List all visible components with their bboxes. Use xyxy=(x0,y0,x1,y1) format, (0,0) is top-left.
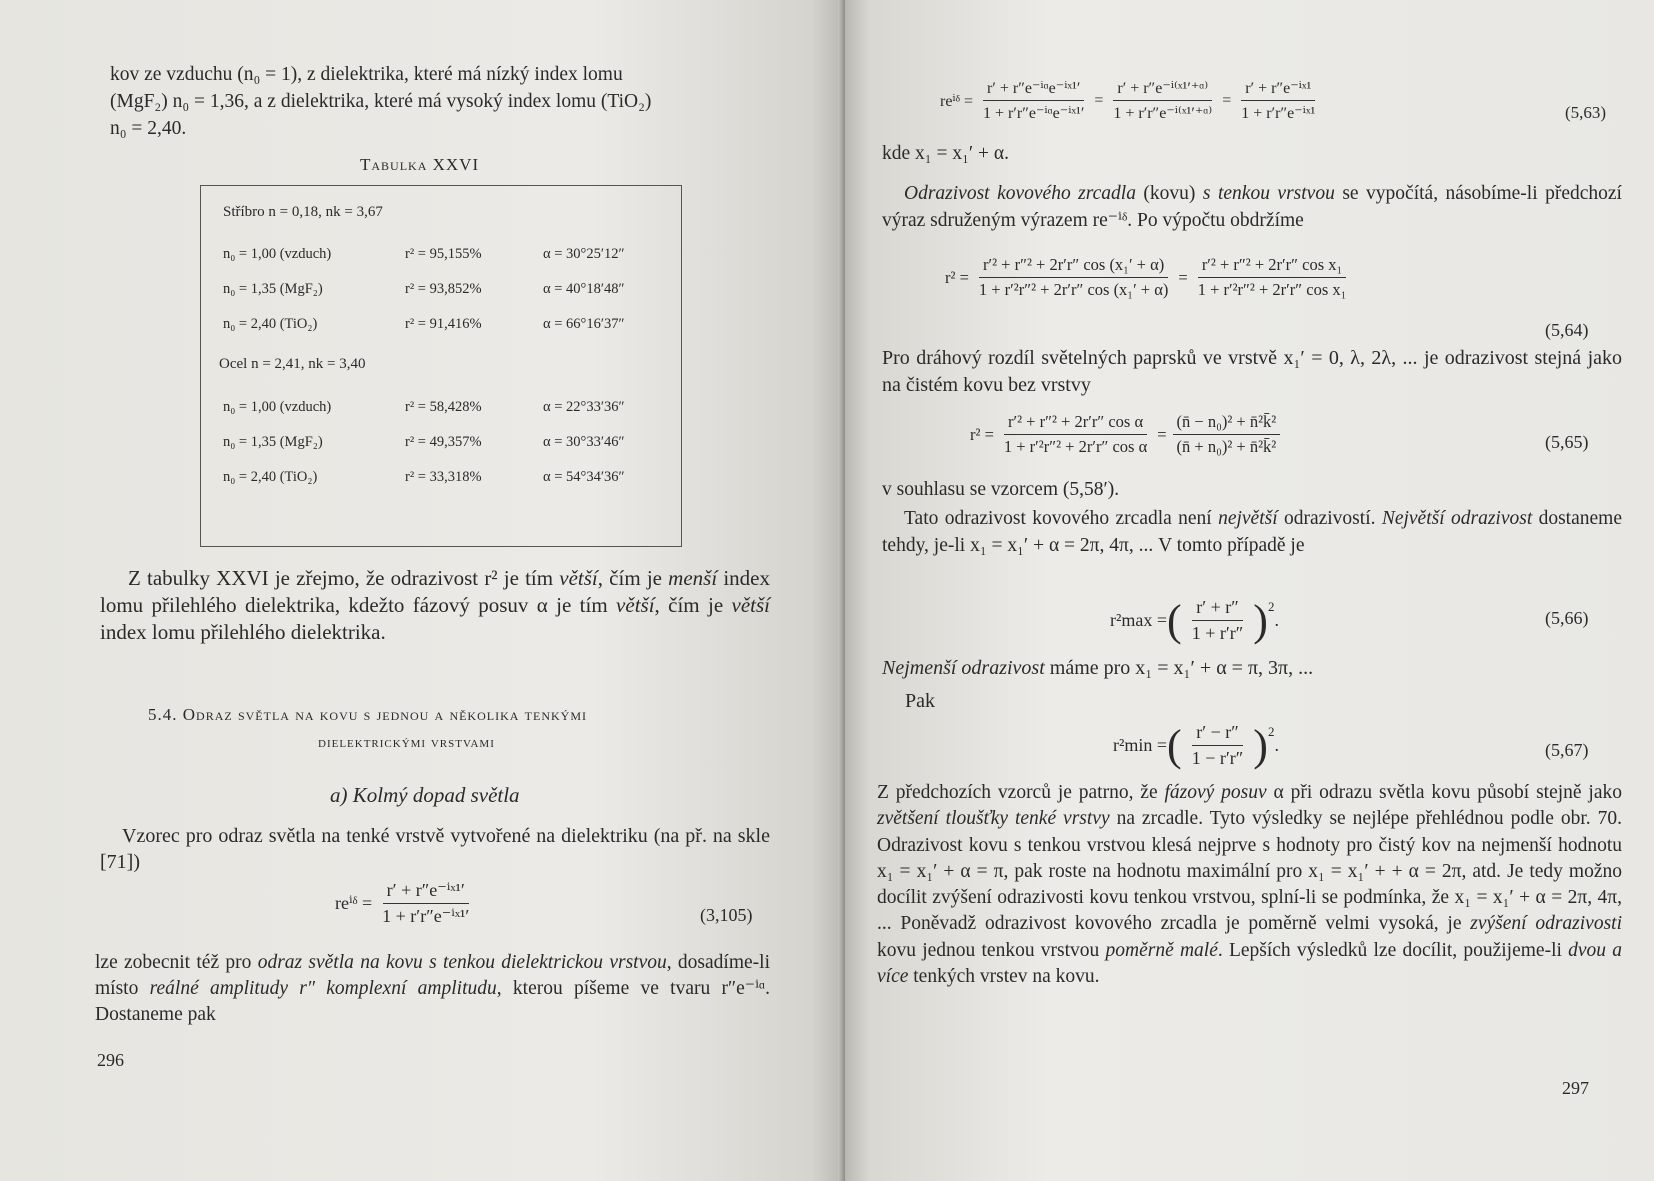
text-run: fázový posuv xyxy=(1164,782,1267,803)
exponent: 2 xyxy=(1267,599,1275,614)
equals-sign: = xyxy=(1222,91,1232,109)
fraction-num: r′ + r″ xyxy=(1192,597,1243,621)
fraction xyxy=(979,78,1088,123)
table-row xyxy=(223,434,673,451)
text-run: , kterou píšeme ve tvaru r″e⁻ⁱᵅ. Dostaneme pak xyxy=(95,978,771,1025)
table-cell: n₀ = 1,00 (vzduch) xyxy=(223,399,332,415)
fraction-den: 1 + r′²r″² + 2r′r″ cos α xyxy=(1003,437,1148,456)
fraction-num: r′² + r″² + 2r′r″ cos x₁ xyxy=(1198,255,1346,278)
text-line: v souhlasu se vzorcem (5,58′). xyxy=(882,479,1120,500)
silver-header: Stříbro n = 0,18, nk = 3,67 xyxy=(223,204,383,220)
table-cell: n₀ = 1,00 (vzduch) xyxy=(223,246,332,262)
fraction xyxy=(1188,597,1248,644)
fraction xyxy=(1109,78,1216,123)
table-row xyxy=(223,399,673,416)
text-run: dvou a více xyxy=(877,939,1622,988)
eq-lhs: r² = xyxy=(945,267,969,287)
paragraph xyxy=(882,180,1622,234)
text-run: Tato odrazivost kovového zrcadla není xyxy=(904,508,1219,529)
fraction-den: 1 − r′r″ xyxy=(1191,748,1244,768)
page-number: 297 xyxy=(1562,1078,1589,1098)
intro-line-2: (MgF₂) n₀ = 1,36, a z dielektrika, které má vysoký index lomu (TiO₂) xyxy=(110,91,652,112)
table-row xyxy=(223,316,673,333)
eq-lhs: r²max = xyxy=(1110,610,1168,630)
eq-lhs: reⁱᵟ = xyxy=(335,893,373,913)
text-run: tenkých vrstev na kovu. xyxy=(908,966,1100,988)
text-run: zvýšení odrazivosti xyxy=(1470,913,1623,935)
equation-number: (5,64) xyxy=(1545,320,1589,340)
text-run: odrazivostí. xyxy=(1277,508,1382,529)
right-page xyxy=(845,0,1654,1181)
fraction xyxy=(1237,78,1319,123)
equation-number: (5,65) xyxy=(1545,432,1589,452)
text-run: Z předchozích vzorců je patrno, že xyxy=(877,782,1165,803)
fraction xyxy=(1188,722,1248,769)
paren-left: ( xyxy=(1167,596,1182,645)
table-row xyxy=(223,469,673,486)
equation-number: (5,66) xyxy=(1545,608,1589,628)
text-run: reálné amplitudy r″ komplexní amplitudu xyxy=(149,978,497,999)
text-line xyxy=(882,655,1313,682)
steel-header: Ocel n = 2,41, nk = 3,40 xyxy=(219,356,366,372)
equals-sign: = xyxy=(1094,91,1104,109)
table-row xyxy=(223,281,673,298)
table-cell: α = 30°33′46″ xyxy=(543,434,625,450)
text-run: největší xyxy=(1218,508,1278,529)
fraction-den: (n̄ + n₀)² + n̄²k̄² xyxy=(1176,437,1277,456)
intro-line-1: kov ze vzduchu (n₀ = 1), z dielektrika, které má nízký index lomu xyxy=(110,64,623,85)
fraction-den: 1 + r′r″ xyxy=(1191,623,1244,643)
paragraph xyxy=(877,780,1622,990)
text-run: větší xyxy=(559,566,598,590)
paren-left: ( xyxy=(1167,721,1182,770)
section-title: 5.4. Odraz světla na kovu s jednou a několika tenkými xyxy=(148,705,587,724)
equation-number: (5,63) xyxy=(1565,103,1607,122)
table-cell: n₀ = 1,35 (MgF₂) xyxy=(223,434,323,450)
eq-lhs: reⁱᵟ = xyxy=(940,92,974,110)
equation-3105 xyxy=(335,880,479,927)
text-run: α při odrazu světla kovu působí stejně jako xyxy=(1266,782,1623,803)
text-run: větší xyxy=(731,593,770,617)
text-run: dostaneme tehdy, je-li x₁ = x₁′ + α = 2π, 4π, ... V tomto případě je xyxy=(882,508,1622,556)
text-run: Největší odrazivost xyxy=(1381,508,1533,529)
eq-lhs: r²min = xyxy=(1113,735,1168,755)
fraction-den: 1 + r′²r″² + 2r′r″ cos x₁ xyxy=(1197,280,1347,299)
text-line: Pak xyxy=(905,690,935,712)
table-cell: r² = 95,155% xyxy=(405,246,482,262)
fraction-den: 1 + r′r″e⁻ⁱˣ¹ xyxy=(1241,105,1316,122)
paragraph xyxy=(95,950,770,1028)
table-cell: α = 22°33′36″ xyxy=(543,399,625,415)
text-run: lze zobecnit též pro xyxy=(95,952,258,973)
fraction xyxy=(1000,412,1151,457)
text-run: index lomu přilehlého dielektrika, kdežto fázový posuv α je tím xyxy=(100,566,770,617)
equation-566 xyxy=(1110,595,1279,646)
table-cell: r² = 49,357% xyxy=(405,434,482,450)
table-cell: n₀ = 1,35 (MgF₂) xyxy=(223,281,323,297)
text-run: kovu jednou tenkou vrstvou xyxy=(877,939,1106,961)
table-row xyxy=(223,246,673,263)
fraction-num: r′² + r″² + 2r′r″ cos α xyxy=(1004,412,1147,435)
subsection-title: a) Kolmý dopad světla xyxy=(330,783,520,807)
text-run: (kovu) xyxy=(1135,183,1203,204)
fraction-den: 1 + r′²r″² + 2r′r″ cos (x₁′ + α) xyxy=(978,280,1169,299)
fraction-den: 1 + r′r″e⁻ⁱ⁽ˣ¹′⁺ᵅ⁾ xyxy=(1113,105,1213,122)
table-cell: r² = 93,852% xyxy=(405,281,482,297)
exponent: 2 xyxy=(1267,724,1275,739)
eq-lhs: r² = xyxy=(970,424,994,444)
text-run: odraz světla na kovu s tenkou dielektrickou vrstvou xyxy=(257,952,667,973)
text-line: kde x₁ = x₁′ + α. xyxy=(882,143,1009,164)
table-cell: α = 66°16′37″ xyxy=(543,316,625,332)
paragraph xyxy=(100,565,770,646)
text-run: . Lepších výsledků lze docílit, použijeme-li xyxy=(1217,939,1569,961)
paragraph: Pro dráhový rozdíl světelných paprsků ve vrstvě x₁′ = 0, λ, 2λ, ... je odrazivost stejná jako na čistém kovu bez vrstvy xyxy=(882,347,1622,396)
text-run: index lomu přilehlého dielektrika. xyxy=(100,620,386,644)
fraction xyxy=(378,880,473,927)
text-run: máme pro x₁ = x₁′ + α = π, 3π, ... xyxy=(1044,657,1314,679)
section-title: dielektrickými vrstvami xyxy=(318,735,495,751)
table-cell: r² = 58,428% xyxy=(405,399,482,415)
fraction-num: (n̄ − n₀)² + n̄²k̄² xyxy=(1173,412,1281,435)
text-run: , čím je xyxy=(654,593,732,617)
fraction xyxy=(1173,412,1281,457)
fraction-num: r′ − r″ xyxy=(1192,722,1243,746)
table-cell: n₀ = 2,40 (TiO₂) xyxy=(223,316,318,332)
paragraph xyxy=(882,505,1622,559)
text-run: Odrazivost kovového zrcadla xyxy=(904,183,1136,204)
text-run: , čím je xyxy=(597,566,669,590)
fraction-den: 1 + r′r″e⁻ⁱˣ¹′ xyxy=(382,906,470,926)
text-run: se vypočítá, násobíme-li předchozí výraz sdruženým výrazem re⁻ⁱᵟ. Po výpočtu obdržíme xyxy=(882,183,1622,231)
table-cell: α = 40°18′48″ xyxy=(543,281,625,297)
intro-line-3: n₀ = 2,40. xyxy=(110,118,187,139)
page-number: 296 xyxy=(97,1050,124,1070)
text-run: Z tabulky XXVI je zřejmo, že odrazivost r² je tím xyxy=(128,566,560,590)
paragraph: Vzorec pro odraz světla na tenké vrstvě vytvořené na dielektriku (na př. na skle [71]) xyxy=(100,825,770,873)
fraction-den: 1 + r′r″e⁻ⁱᵅe⁻ⁱˣ¹′ xyxy=(983,105,1085,122)
equation-563 xyxy=(940,78,1325,123)
table-cell: α = 54°34′36″ xyxy=(543,469,625,485)
fraction-num: r′ + r″e⁻ⁱˣ¹ xyxy=(1241,78,1315,101)
equation-number: (5,67) xyxy=(1545,740,1589,760)
text-run: s tenkou vrstvou xyxy=(1202,183,1335,204)
text-run: , dosadíme-li místo xyxy=(95,952,770,999)
fraction-num: r′ + r″e⁻ⁱᵅe⁻ⁱˣ¹′ xyxy=(983,78,1084,101)
equals-sign: = xyxy=(1178,267,1188,287)
table-cell: α = 30°25′12″ xyxy=(543,246,625,262)
fraction-num: r′² + r″² + 2r′r″ cos (x₁′ + α) xyxy=(979,255,1168,278)
table-title: Tabulka XXVI xyxy=(360,155,480,174)
equation-565 xyxy=(970,412,1286,457)
period: . xyxy=(1274,735,1279,755)
fraction-num: r′ + r″e⁻ⁱˣ¹′ xyxy=(383,880,469,904)
table-cell: n₀ = 2,40 (TiO₂) xyxy=(223,469,318,485)
text-run: Nejmenší odrazivost xyxy=(882,657,1045,679)
equation-567 xyxy=(1113,720,1279,771)
equation-564 xyxy=(945,255,1356,300)
fraction xyxy=(1194,255,1351,300)
fraction xyxy=(975,255,1173,300)
fraction-num: r′ + r″e⁻ⁱ⁽ˣ¹′⁺ᵅ⁾ xyxy=(1113,78,1212,101)
equals-sign: = xyxy=(1157,424,1167,444)
text-run: poměrně malé xyxy=(1105,939,1218,961)
text-run: větší xyxy=(616,593,655,617)
text-run: na zrcadle. Tyto výsledky se nejlépe přehlédnou podle obr. 70. Odrazivost kovu s tenkou vrstvou klesá nejprve s hodnoty pro čistý kov na nejmenší hodnotu x₁ = x₁′ + α = π, pak roste na hodnotu maximální pro x₁ = x₁′ + + α = 2π, atd. Je tedy možno docílit zvýšení odrazivosti kovu tenkou vrstvou, splní-li se podmínka, že x₁ = x₁′ + α = 2π, 4π, ... Poněvadž odrazivost kovového zrcadla je poměrně velmi vysoká, je xyxy=(877,808,1622,935)
paren-right: ) xyxy=(1253,721,1268,770)
data-table xyxy=(200,185,682,547)
table-cell: r² = 91,416% xyxy=(405,316,482,332)
period: . xyxy=(1274,610,1279,630)
text-run: zvětšení tloušťky tenké vrstvy xyxy=(877,808,1110,830)
equation-number: (3,105) xyxy=(700,905,753,925)
table-cell: r² = 33,318% xyxy=(405,469,482,485)
text-run: menší xyxy=(668,566,718,590)
paren-right: ) xyxy=(1253,596,1268,645)
